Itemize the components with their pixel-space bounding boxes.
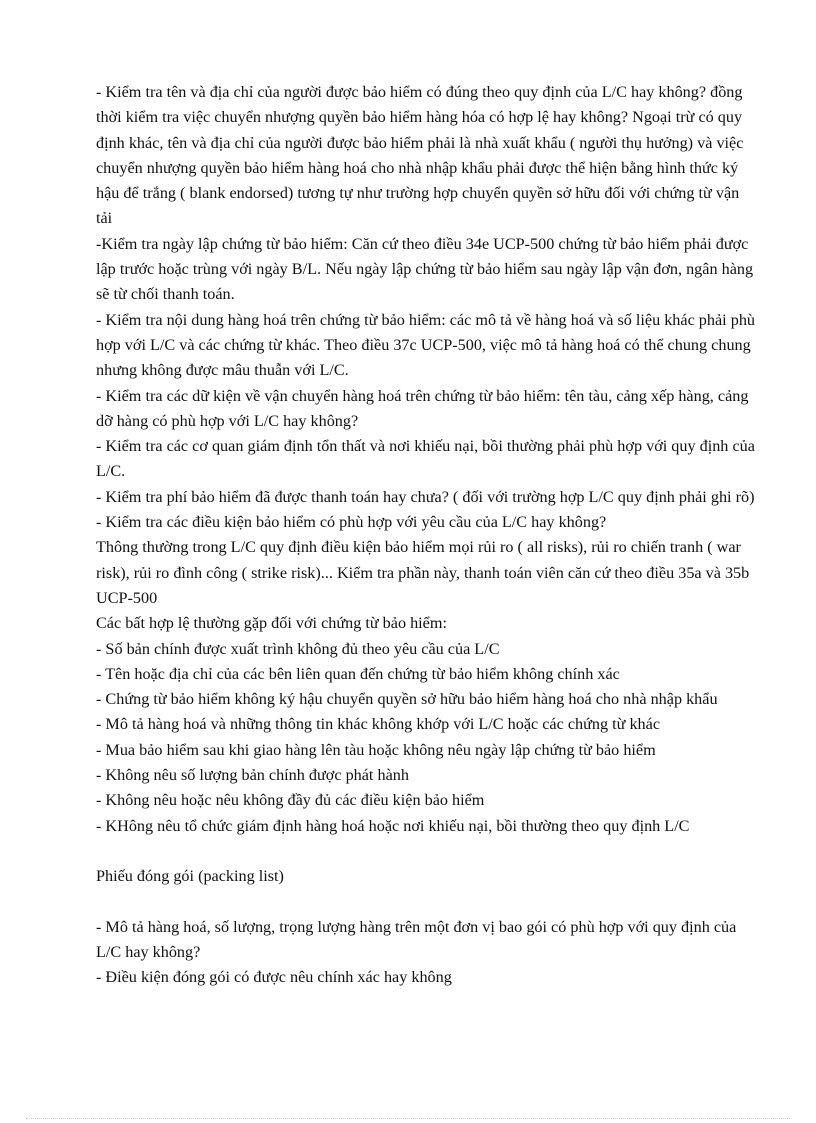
list-item: - Mô tả hàng hoá, số lượng, trọng lượng hàng trên một đơn vị bao gói có phù hợp với quy định của L/C hay không?	[96, 917, 737, 962]
paragraph-risks-note: Thông thường trong L/C quy định điều kiện bảo hiểm mọi rủi ro ( all risks), rủi ro chiến tranh ( war risk), rủi ro đình công ( strike risk)... Kiểm tra phần này, thanh toán viên căn cứ theo điều 35a và 35b UCP-500	[96, 538, 750, 607]
list-item: - Số bản chính được xuất trình không đủ theo yêu cầu của L/C	[96, 639, 500, 658]
paragraph-surveyor-check: - Kiểm tra các cơ quan giám định tổn thất và nơi khiếu nại, bồi thường phải phù hợp với quy định của L/C.	[96, 437, 755, 481]
list-item: - Tên hoặc địa chỉ của các bên liên quan đến chứng từ bảo hiểm không chính xác	[96, 664, 620, 683]
list-item: - Không nêu hoặc nêu không đầy đủ các điều kiện bảo hiểm	[96, 791, 485, 810]
list-item: - Không nêu số lượng bản chính được phát hành	[96, 766, 409, 785]
paragraph-discrepancies-intro: Các bất hợp lệ thường gặp đối với chứng từ bảo hiểm:	[96, 614, 447, 633]
list-item: - Điều kiện đóng gói có được nêu chính xác hay không	[96, 968, 452, 987]
paragraph-transport-data-check: - Kiểm tra các dữ kiện về vận chuyển hàng hoá trên chứng từ bảo hiểm: tên tàu, cảng xếp hàng, cảng dỡ hàng có phù hợp với L/C hay không?	[96, 386, 749, 430]
page-bottom-divider	[26, 1118, 790, 1119]
document-body	[96, 80, 758, 991]
paragraph-conditions-check: - Kiểm tra các điều kiện bảo hiểm có phù hợp với yêu cầu của L/C hay không?	[96, 513, 607, 532]
section-title: Phiếu đóng gói (packing list)	[96, 867, 284, 886]
paragraph-issue-date-check: -Kiểm tra ngày lập chứng từ bảo hiểm: Căn cứ theo điều 34e UCP-500 chứng từ bảo hiểm phải được lập trước hoặc trùng với ngày B/L. Nếu ngày lập chứng từ bảo hiểm sau ngày lập vận đơn, ngân hàng sẽ từ chối thanh toán.	[96, 234, 754, 304]
list-item: - Chứng từ bảo hiểm không ký hậu chuyển quyền sở hữu bảo hiểm hàng hoá cho nhà nhập khẩu	[96, 690, 718, 709]
list-item: - Mô tả hàng hoá và những thông tin khác không khớp với L/C hoặc các chứng từ khác	[96, 715, 661, 734]
list-item: - Mua bảo hiểm sau khi giao hàng lên tàu hoặc không nêu ngày lập chứng từ bảo hiểm	[96, 740, 656, 759]
blank-line	[96, 839, 758, 864]
paragraph-insured-name-check: - Kiểm tra tên và địa chỉ của người được bảo hiểm có đúng theo quy định của L/C hay không? đồng thời kiểm tra việc chuyển nhượng quyền bảo hiểm hàng hóa có hợp lệ hay không? Ngoại trừ có quy định khác, tên và địa chỉ của người được bảo hiểm phải là nhà xuất khẩu ( người thụ hưởng) và việc chuyển nhượng quyền bảo hiểm hàng hoá cho nhà nhập khẩu phải được thể hiện bằng hình thức ký hậu để trắng ( blank endorsed) tương tự như trường hợp chuyển quyền sở hữu đối với chứng từ vận tải	[96, 83, 744, 228]
list-item: - KHông nêu tổ chức giám định hàng hoá hoặc nơi khiếu nại, bồi thường theo quy định L/C	[96, 816, 690, 835]
paragraph-goods-content-check: - Kiểm tra nội dung hàng hoá trên chứng từ bảo hiểm: các mô tả về hàng hoá và số liệu khác phải phù hợp với L/C và các chứng từ khác. Theo điều 37c UCP-500, việc mô tả hàng hoá có thể chung chung nhưng không được mâu thuẫn với L/C.	[96, 310, 756, 380]
paragraph-premium-check: - Kiểm tra phí bảo hiểm đã được thanh toán hay chưa? ( đối với trường hợp L/C quy định phải ghi rõ)	[96, 487, 755, 506]
blank-line	[96, 890, 758, 915]
